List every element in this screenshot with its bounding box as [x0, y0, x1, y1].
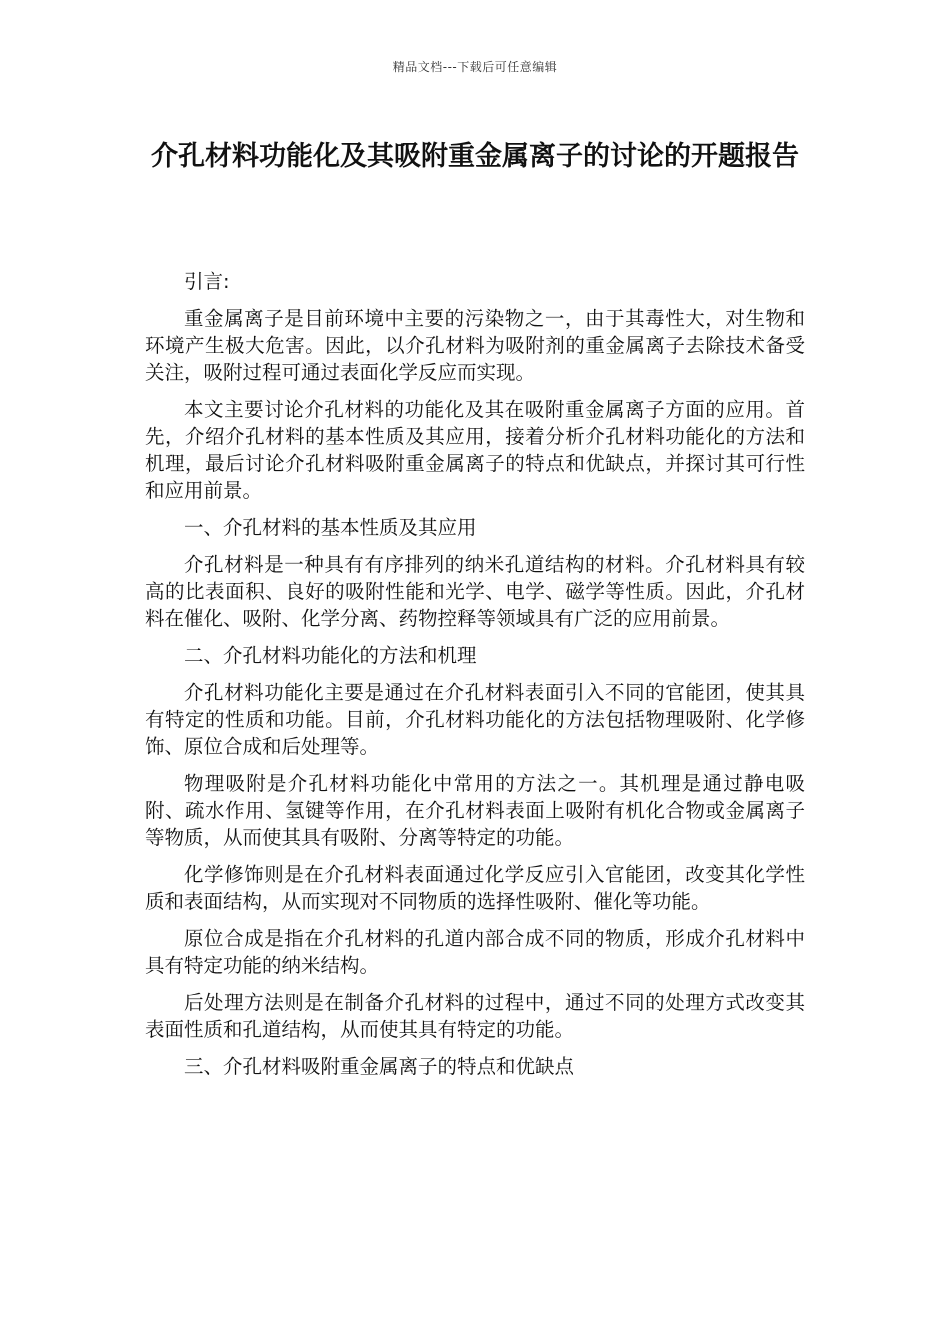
paragraph: 原位合成是指在介孔材料的孔道内部合成不同的物质，形成介孔材料中具有特定功能的纳米结构。 — [145, 927, 805, 977]
paragraph: 本文主要讨论介孔材料的功能化及其在吸附重金属离子方面的应用。首先，介绍介孔材料的基本性质及其应用，接着分析介孔材料功能化的方法和机理，最后讨论介孔材料吸附重金属离子的特点和优缺点，并探讨其可行性和应用前景。 — [145, 398, 805, 502]
paragraph: 重金属离子是目前环境中主要的污染物之一，由于其毒性大，对生物和环境产生极大危害。因此，以介孔材料为吸附剂的重金属离子去除技术备受关注，吸附过程可通过表面化学反应而实现。 — [145, 307, 805, 384]
section-heading: 二、介孔材料功能化的方法和机理 — [184, 644, 477, 667]
paragraph: 介孔材料功能化主要是通过在介孔材料表面引入不同的官能团，使其具有特定的性质和功能。目前，介孔材料功能化的方法包括物理吸附、化学修饰、原位合成和后处理等。 — [145, 681, 805, 758]
document-body — [145, 268, 805, 1090]
section-heading: 一、介孔材料的基本性质及其应用 — [184, 516, 477, 539]
document-title: 介孔材料功能化及其吸附重金属离子的讨论的开题报告 — [151, 141, 799, 172]
paragraph: 化学修饰则是在介孔材料表面通过化学反应引入官能团，改变其化学性质和表面结构，从而实现对不同物质的选择性吸附、催化等功能。 — [145, 863, 805, 913]
page-header: 精品文档---下载后可任意编辑 — [392, 60, 558, 74]
paragraph: 介孔材料是一种具有有序排列的纳米孔道结构的材料。介孔材料具有较高的比表面积、良好的吸附性能和光学、电学、磁学等性质。因此，介孔材料在催化、吸附、化学分离、药物控释等领域具有广泛的应用前景。 — [145, 553, 805, 630]
paragraph: 物理吸附是介孔材料功能化中常用的方法之一。其机理是通过静电吸附、疏水作用、氢键等作用，在介孔材料表面上吸附有机化合物或金属离子等物质，从而使其具有吸附、分离等特定的功能。 — [145, 772, 805, 849]
section-heading: 三、介孔材料吸附重金属离子的特点和优缺点 — [184, 1055, 575, 1078]
paragraph: 后处理方法则是在制备介孔材料的过程中，通过不同的处理方式改变其表面性质和孔道结构，从而使其具有特定的功能。 — [145, 991, 805, 1041]
intro-label: 引言: — [184, 270, 230, 293]
